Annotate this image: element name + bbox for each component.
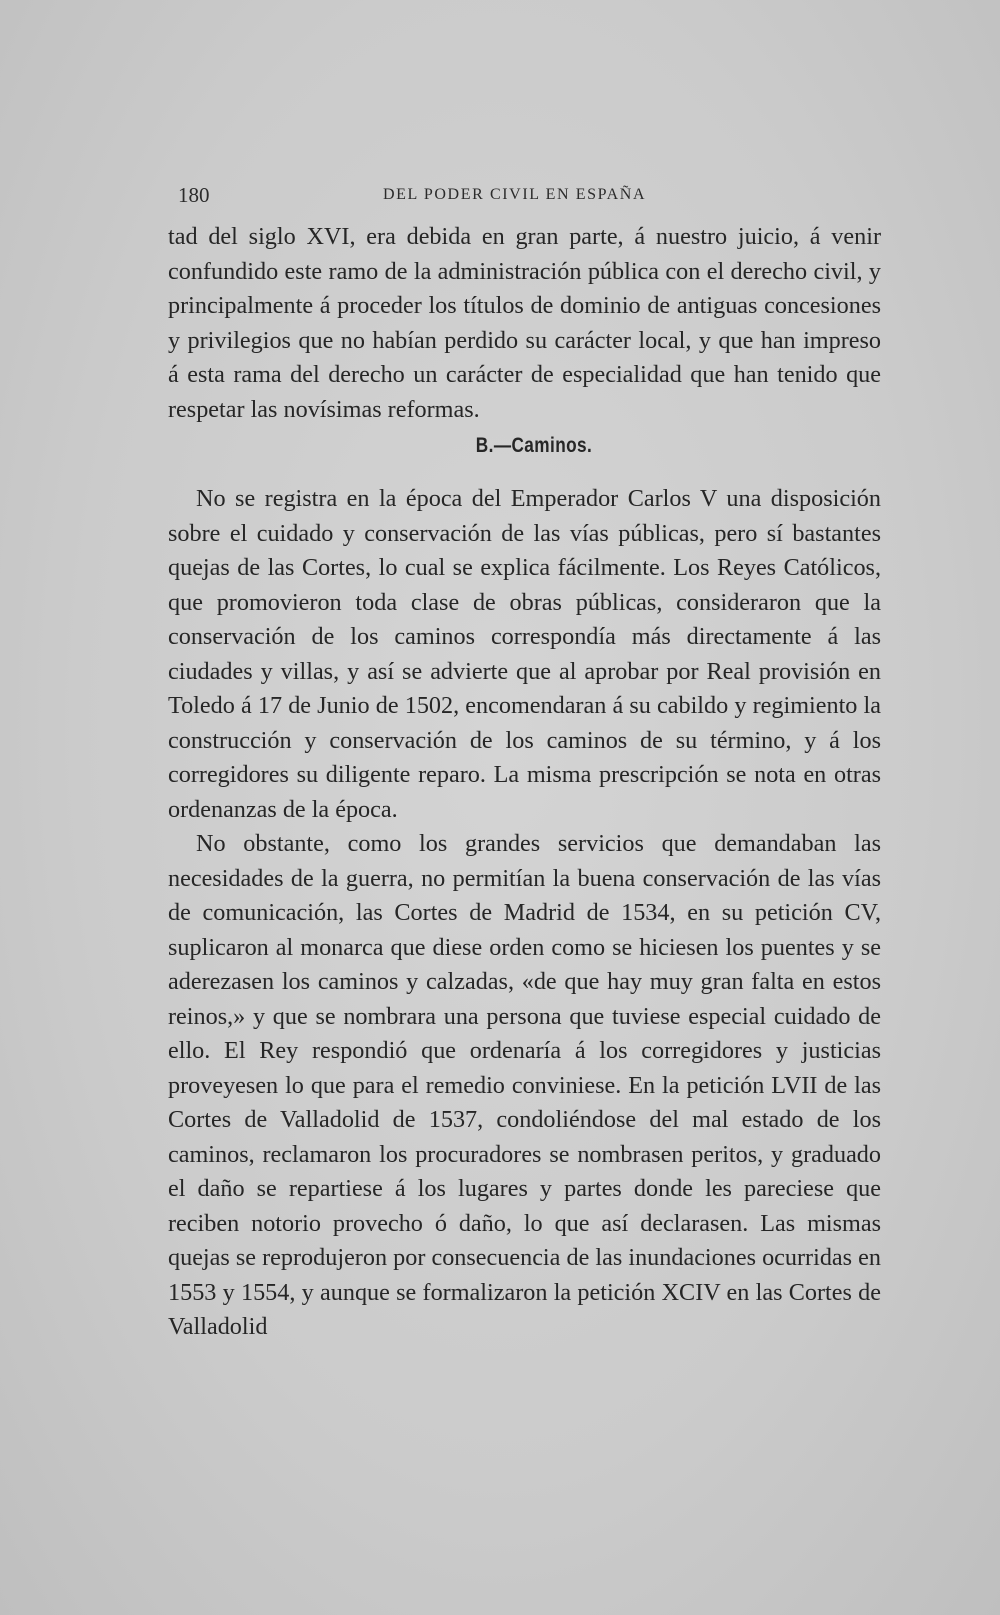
paragraph-continuation: tad del siglo XVI, era debida en gran parte, á nuestro juicio, á venir confundido este ramo de la administración pública con el derecho civil, y principalmente á proceder los títulos de dominio de antiguas concesiones y privilegios que no habían perdido su carácter local, y que han impreso á esta rama del derecho un carácter de especialidad que han tenido que respetar las novísimas reformas. — [168, 223, 881, 423]
paragraph-cortes: No obstante, como los grandes servicios que demandaban las necesidades de la guerra, no permitían la buena conservación de las vías de comunicación, las Cortes de Madrid de 1534, en su petición CV, suplicaron al monarca que diese orden como se hiciesen los puentes y se aderezasen los caminos y calzadas, «de que hay muy gran falta en estos reinos,» y que se nombrara una persona que tuviese especial cuidado de ello. El Rey respondió que ordenaría á los corregidores y justicias proveyesen lo que para el remedio conviniese. En la petición LVII de las Cortes de Valladolid de 1537, condoliéndose del mal estado de los caminos, reclamaron los procuradores se nombrasen peritos, y graduado el daño se repartiese á los lugares y partes donde les pareciese que reciben notorio provecho ó daño, lo que así declarasen. Las mismas quejas se reprodujeron por consecuencia de las inundaciones ocurridas en 1553 y 1554, y aunque se formalizaron la petición XCIV en las Cortes de Valladolid — [168, 830, 881, 1340]
running-head — [178, 183, 894, 213]
page-number: 180 — [178, 183, 210, 207]
section-heading — [168, 427, 881, 482]
body-text — [168, 220, 881, 1345]
section-heading-text: B.—Caminos. — [476, 434, 593, 457]
paragraph-caminos: No se registra en la época del Emperador Carlos V una disposición sobre el cuidado y conservación de las vías públicas, pero sí bastantes quejas de las Cortes, lo cual se explica fácilmente. Los Reyes Católicos, que promovieron toda clase de obras públicas, consideraron que la conservación de los caminos correspondía más directamente á las ciudades y villas, y así se advierte que al aprobar por Real provisión en Toledo á 17 de Junio de 1502, encomendaran á su cabildo y regimiento la construcción y conservación de los caminos de su término, y á los corregidores su diligente reparo. La misma prescripción se nota en otras ordenanzas de la época. — [168, 485, 881, 823]
running-title: DEL PODER CIVIL EN ESPAÑA — [383, 186, 647, 203]
